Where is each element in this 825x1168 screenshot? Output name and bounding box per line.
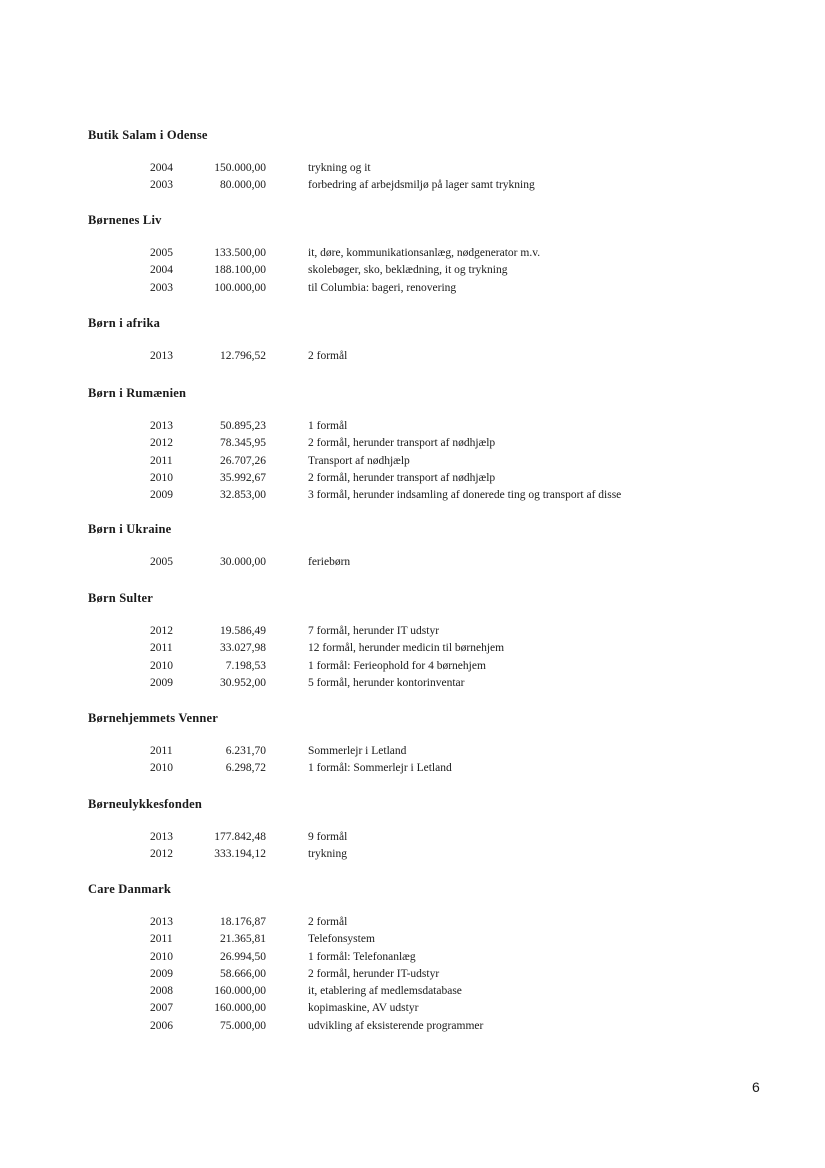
grant-amount: 80.000,00 bbox=[220, 179, 266, 192]
grant-amount: 18.176,87 bbox=[220, 916, 266, 928]
grant-purpose: 7 formål, herunder IT udstyr bbox=[308, 625, 440, 637]
grant-purpose: 2 formål bbox=[308, 916, 348, 928]
grant-year: 2008 bbox=[150, 985, 173, 998]
grant-year: 2009 bbox=[150, 489, 173, 502]
grant-amount: 160.000,00 bbox=[214, 985, 266, 998]
grant-purpose: Transport af nødhjælp bbox=[308, 454, 410, 467]
grant-row bbox=[88, 914, 738, 931]
grant-row bbox=[88, 675, 738, 692]
grant-amount: 30.000,00 bbox=[220, 556, 266, 568]
grant-amount: 160.000,00 bbox=[214, 1002, 266, 1015]
grant-year: 2007 bbox=[150, 1002, 173, 1015]
org-title: Børn i afrika bbox=[88, 316, 161, 330]
grant-row bbox=[88, 348, 738, 365]
grant-amount: 33.027,98 bbox=[220, 642, 266, 655]
grant-purpose: 2 formål bbox=[308, 350, 348, 362]
grant-row bbox=[88, 435, 738, 452]
grant-row bbox=[88, 931, 738, 948]
grant-purpose: 2 formål, herunder IT-udstyr bbox=[308, 967, 440, 980]
grant-row bbox=[88, 280, 738, 297]
org-section bbox=[88, 384, 738, 504]
grant-purpose: 1 formål: Telefonanlæg bbox=[308, 950, 416, 963]
grant-amount: 58.666,00 bbox=[220, 967, 266, 980]
grant-row bbox=[88, 487, 738, 504]
org-section bbox=[88, 314, 738, 365]
grant-purpose: Sommerlejr i Letland bbox=[308, 745, 407, 757]
grant-year: 2009 bbox=[150, 676, 173, 689]
grant-row bbox=[88, 743, 738, 760]
org-title: Care Danmark bbox=[88, 882, 172, 896]
grant-row bbox=[88, 554, 738, 571]
grant-purpose: kopimaskine, AV udstyr bbox=[308, 1002, 419, 1015]
org-title: Børnehjemmets Venner bbox=[88, 711, 219, 725]
grant-purpose: 1 formål bbox=[308, 420, 348, 432]
grant-purpose: 3 formål, herunder indsamling af donerede ting og transport af disse bbox=[308, 489, 622, 502]
grant-purpose: trykning bbox=[308, 848, 347, 861]
grant-row bbox=[88, 983, 738, 1000]
grant-year: 2013 bbox=[150, 420, 173, 432]
grant-year: 2011 bbox=[150, 745, 173, 757]
grant-row bbox=[88, 966, 738, 983]
grant-amount: 78.345,95 bbox=[220, 437, 266, 450]
grant-year: 2012 bbox=[150, 625, 173, 637]
grant-year: 2010 bbox=[150, 950, 173, 963]
grant-year: 2011 bbox=[150, 933, 173, 946]
org-title: Børn i Ukraine bbox=[88, 522, 172, 536]
grant-year: 2004 bbox=[150, 162, 173, 174]
grant-purpose: skolebøger, sko, beklædning, it og trykning bbox=[308, 264, 508, 277]
grant-amount: 12.796,52 bbox=[220, 350, 266, 362]
grant-row bbox=[88, 658, 738, 675]
grant-year: 2011 bbox=[150, 454, 173, 467]
grant-amount: 6.298,72 bbox=[225, 762, 266, 775]
grant-amount: 100.000,00 bbox=[214, 281, 266, 294]
grant-amount: 50.895,23 bbox=[220, 420, 266, 432]
org-section bbox=[88, 709, 738, 778]
org-section bbox=[88, 880, 738, 1035]
grant-row bbox=[88, 470, 738, 487]
grant-year: 2013 bbox=[150, 916, 173, 928]
grant-amount: 6.231,70 bbox=[225, 745, 266, 757]
grant-year: 2010 bbox=[150, 471, 173, 484]
grant-row bbox=[88, 418, 738, 435]
grant-year: 2009 bbox=[150, 967, 173, 980]
grant-purpose: 5 formål, herunder kontorinventar bbox=[308, 676, 465, 689]
grant-row bbox=[88, 262, 738, 279]
grant-purpose: trykning og it bbox=[308, 162, 371, 174]
grant-year: 2004 bbox=[150, 264, 173, 277]
grant-row bbox=[88, 177, 738, 194]
grant-purpose: 9 formål bbox=[308, 831, 348, 843]
grant-year: 2005 bbox=[150, 247, 173, 259]
grant-amount: 26.994,50 bbox=[220, 950, 266, 963]
grant-year: 2003 bbox=[150, 281, 173, 294]
grant-amount: 188.100,00 bbox=[214, 264, 266, 277]
grant-amount: 133.500,00 bbox=[214, 247, 266, 259]
grant-row bbox=[88, 623, 738, 640]
grant-row bbox=[88, 453, 738, 470]
grant-year: 2005 bbox=[150, 556, 173, 568]
org-title: Butik Salam i Odense bbox=[88, 128, 208, 142]
org-section bbox=[88, 126, 738, 195]
grant-amount: 177.842,48 bbox=[214, 831, 266, 843]
page-number: 6 bbox=[752, 1079, 760, 1095]
grant-purpose: feriebørn bbox=[308, 556, 351, 568]
grant-purpose: til Columbia: bageri, renovering bbox=[308, 281, 457, 294]
grant-year: 2006 bbox=[150, 1019, 173, 1032]
grant-year: 2003 bbox=[150, 179, 173, 192]
grant-purpose: forbedring af arbejdsmiljø på lager samt trykning bbox=[308, 179, 535, 192]
grant-row bbox=[88, 760, 738, 777]
grant-purpose: 1 formål: Ferieophold for 4 børnehjem bbox=[308, 659, 486, 672]
org-title: Børneulykkesfonden bbox=[88, 797, 203, 811]
grant-purpose: 2 formål, herunder transport af nødhjælp bbox=[308, 471, 496, 484]
grant-row bbox=[88, 245, 738, 262]
org-title: Børn Sulter bbox=[88, 591, 154, 605]
grant-row bbox=[88, 160, 738, 177]
grant-purpose: it, etablering af medlemsdatabase bbox=[308, 985, 462, 998]
grant-amount: 26.707,26 bbox=[220, 454, 266, 467]
org-section bbox=[88, 520, 738, 571]
grant-row bbox=[88, 949, 738, 966]
grant-purpose: 1 formål: Sommerlejr i Letland bbox=[308, 762, 452, 775]
grant-purpose: 2 formål, herunder transport af nødhjælp bbox=[308, 437, 496, 450]
grant-year: 2010 bbox=[150, 762, 173, 775]
grant-amount: 35.992,67 bbox=[220, 471, 266, 484]
grant-year: 2012 bbox=[150, 848, 173, 861]
grant-row bbox=[88, 1000, 738, 1017]
org-section bbox=[88, 589, 738, 692]
grant-purpose: 12 formål, herunder medicin til børnehjem bbox=[308, 642, 505, 655]
grant-year: 2013 bbox=[150, 831, 173, 843]
grant-year: 2011 bbox=[150, 642, 173, 655]
grant-year: 2012 bbox=[150, 437, 173, 450]
grant-row bbox=[88, 640, 738, 657]
grant-purpose: it, døre, kommunikationsanlæg, nødgenerator m.v. bbox=[308, 247, 541, 259]
grant-amount: 150.000,00 bbox=[214, 162, 266, 174]
org-section bbox=[88, 795, 738, 864]
grant-amount: 19.586,49 bbox=[220, 625, 266, 637]
grant-amount: 32.853,00 bbox=[220, 489, 266, 502]
org-section bbox=[88, 211, 738, 297]
grant-row bbox=[88, 829, 738, 846]
org-title: Børn i Rumænien bbox=[88, 386, 187, 400]
grant-amount: 30.952,00 bbox=[220, 676, 266, 689]
org-title: Børnenes Liv bbox=[88, 213, 162, 227]
grant-amount: 75.000,00 bbox=[220, 1019, 266, 1032]
grant-amount: 333.194,12 bbox=[214, 848, 266, 861]
grant-year: 2013 bbox=[150, 350, 173, 362]
grant-year: 2010 bbox=[150, 659, 173, 672]
grant-row bbox=[88, 1018, 738, 1035]
grant-row bbox=[88, 846, 738, 863]
grant-amount: 7.198,53 bbox=[225, 659, 266, 672]
grant-purpose: udvikling af eksisterende programmer bbox=[308, 1019, 484, 1032]
grant-amount: 21.365,81 bbox=[220, 933, 266, 946]
grant-purpose: Telefonsystem bbox=[308, 933, 375, 946]
